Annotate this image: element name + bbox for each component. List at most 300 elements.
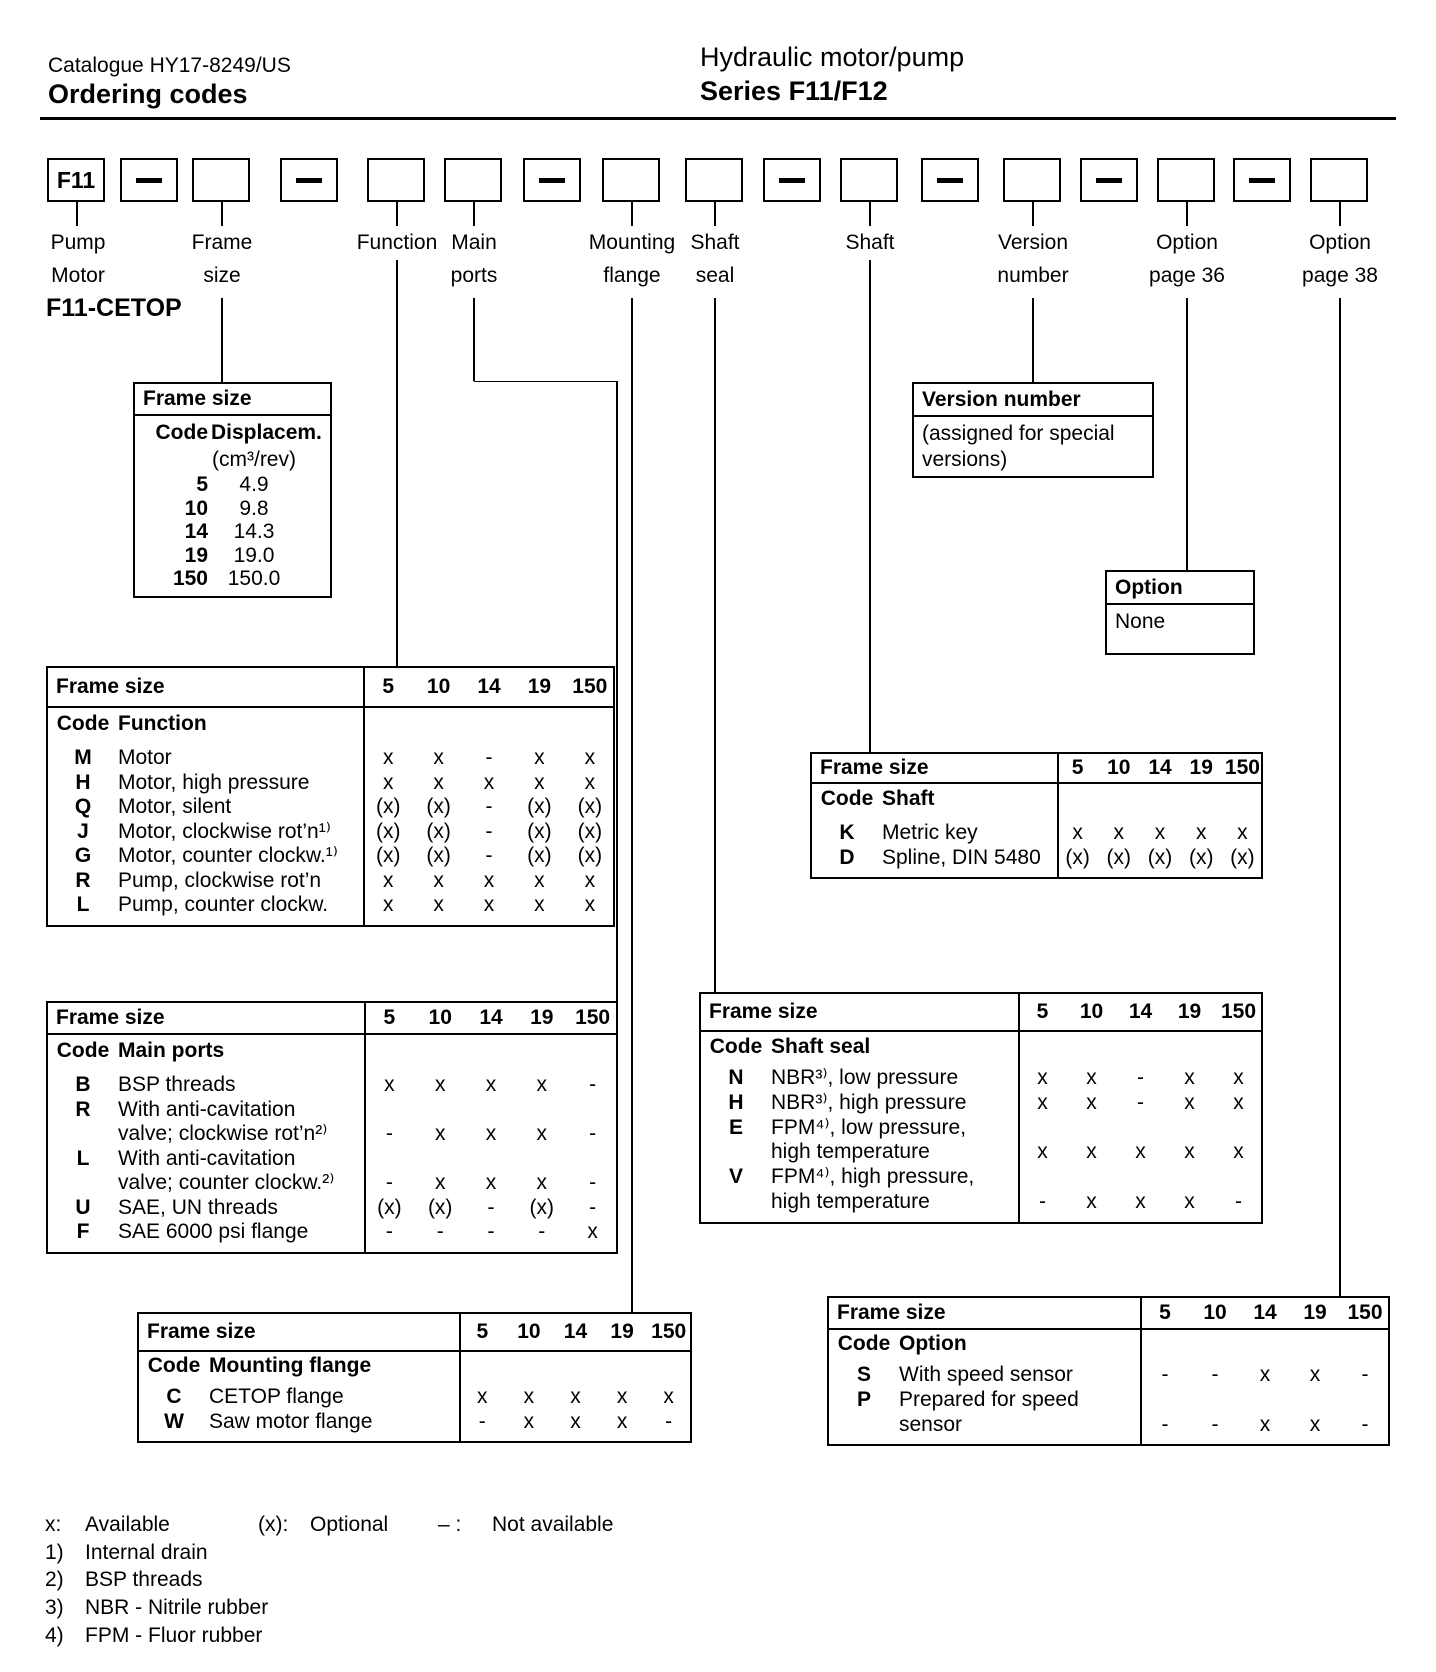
label-main-ports bbox=[389, 226, 559, 292]
label-line: flange bbox=[603, 264, 661, 287]
row-label: Motor, high pressure bbox=[118, 770, 310, 794]
separator-dash bbox=[280, 158, 338, 202]
availability-cell: x bbox=[1233, 1066, 1244, 1089]
size-column-label: 5 bbox=[382, 675, 395, 698]
availability-cell: (x) bbox=[1188, 846, 1214, 869]
footnote-text: BSP threads bbox=[85, 1568, 203, 1591]
row-label: BSP threads bbox=[118, 1073, 236, 1096]
row-label: Spline, DIN 5480 bbox=[882, 846, 1041, 869]
frame-size-row bbox=[135, 520, 330, 544]
frame-size-row bbox=[135, 473, 330, 497]
product-title: Hydraulic motor/pump bbox=[700, 42, 965, 72]
table-row bbox=[48, 820, 613, 845]
connector-main-ports-h bbox=[474, 381, 617, 383]
availability-cell: x bbox=[1037, 1090, 1048, 1114]
availability-cell: x bbox=[1184, 1189, 1195, 1213]
availability-cell: - bbox=[1161, 1413, 1169, 1436]
size-column-label: 5 bbox=[1036, 1000, 1049, 1023]
availability-cell: x bbox=[534, 893, 545, 916]
row-code: K bbox=[839, 821, 855, 844]
table-row bbox=[139, 1384, 690, 1409]
table-row bbox=[701, 1165, 1261, 1190]
table-title: Frame size bbox=[837, 1301, 946, 1324]
connector-version-number bbox=[1032, 298, 1034, 382]
row-label: Metric key bbox=[882, 821, 978, 844]
connector-main-ports-v1 bbox=[473, 298, 475, 381]
dash-glyph bbox=[937, 178, 963, 183]
availability-cell: x bbox=[1309, 1413, 1321, 1436]
version-number-box bbox=[912, 382, 1154, 478]
availability-cell: (x) bbox=[375, 819, 401, 843]
label-line: size bbox=[203, 264, 241, 287]
row-label: FPM⁴⁾, low pressure, bbox=[771, 1115, 967, 1139]
row-label: Prepared for speed bbox=[899, 1388, 1079, 1411]
table-row bbox=[48, 844, 613, 869]
row-label: sensor bbox=[899, 1413, 963, 1436]
table-row bbox=[48, 795, 613, 820]
footnote-text: NBR - Nitrile rubber bbox=[85, 1596, 269, 1619]
availability-cell: - bbox=[1211, 1363, 1219, 1386]
row-code: H bbox=[728, 1090, 744, 1114]
row-values bbox=[1018, 1066, 1263, 1091]
size-column-label: 19 bbox=[610, 1320, 634, 1343]
row-values bbox=[1140, 1412, 1390, 1437]
availability-cell: (x) bbox=[527, 819, 552, 843]
dash-glyph bbox=[136, 178, 162, 183]
availability-cell: x bbox=[434, 1073, 446, 1096]
label-shaft-seal bbox=[630, 226, 800, 292]
row-label: NBR³⁾, high pressure bbox=[771, 1090, 967, 1114]
availability-cell: (x) bbox=[1147, 846, 1173, 869]
size-columns-header bbox=[364, 1003, 618, 1033]
size-column-label: 14 bbox=[563, 1320, 588, 1343]
availability-cell: x bbox=[584, 893, 596, 916]
row-code: S bbox=[856, 1363, 871, 1386]
availability-cell: x bbox=[485, 1122, 497, 1145]
availability-cell: x bbox=[485, 1073, 497, 1096]
availability-cell: x bbox=[1135, 1140, 1146, 1164]
label-line: seal bbox=[695, 264, 735, 287]
availability-cell: - bbox=[665, 1410, 673, 1433]
availability-cell: - bbox=[385, 1220, 393, 1243]
code-column-header: Code bbox=[56, 1039, 110, 1062]
table-title: Frame size bbox=[56, 675, 165, 698]
stub-label-version-number bbox=[1032, 202, 1034, 226]
column-divider bbox=[459, 1314, 461, 1441]
label-line: Shaft bbox=[690, 231, 740, 254]
row-label: CETOP flange bbox=[209, 1385, 344, 1408]
size-column-label: 10 bbox=[1107, 756, 1131, 779]
row-code: M bbox=[74, 746, 92, 769]
label-version-number bbox=[948, 226, 1118, 292]
availability-cell: (x) bbox=[577, 819, 603, 843]
availability-cell: - bbox=[1235, 1189, 1242, 1213]
row-code: G bbox=[74, 844, 92, 867]
dash-glyph bbox=[296, 178, 322, 183]
size-columns-header bbox=[1018, 994, 1263, 1030]
option-table bbox=[827, 1296, 1390, 1446]
legend-meaning: Not available bbox=[492, 1513, 614, 1536]
version-box-body bbox=[914, 417, 1152, 473]
availability-cell: x bbox=[1259, 1413, 1271, 1436]
frame-size-displacement: 14.3 bbox=[233, 520, 275, 543]
code-box-function bbox=[367, 158, 425, 202]
footnote-text: FPM - Fluor rubber bbox=[85, 1624, 263, 1647]
size-column-label: 10 bbox=[1079, 1000, 1104, 1023]
footnote-number: 2) bbox=[45, 1568, 64, 1591]
row-label: valve; counter clockw.²⁾ bbox=[118, 1171, 335, 1194]
function-table bbox=[46, 666, 615, 927]
footnote-text: Internal drain bbox=[85, 1541, 208, 1564]
availability-cell: - bbox=[589, 1195, 597, 1219]
availability-cell: x bbox=[485, 1171, 497, 1194]
availability-cell: - bbox=[487, 1195, 495, 1219]
column-divider bbox=[1057, 754, 1059, 877]
code-box-option-38 bbox=[1310, 158, 1368, 202]
availability-cell: x bbox=[433, 868, 444, 892]
availability-cell: (x) bbox=[427, 1195, 453, 1219]
availability-cell: - bbox=[1161, 1363, 1169, 1386]
row-code: Q bbox=[74, 795, 92, 818]
table-row bbox=[48, 771, 613, 796]
stub-label-frame-size bbox=[221, 202, 223, 226]
availability-cell: x bbox=[616, 1410, 628, 1433]
table-title: Frame size bbox=[709, 1000, 818, 1023]
row-label: With speed sensor bbox=[899, 1363, 1073, 1386]
table-subheader bbox=[139, 1352, 690, 1380]
row-values bbox=[363, 771, 615, 796]
label-line: page 36 bbox=[1149, 264, 1225, 287]
availability-cell: x bbox=[483, 868, 495, 892]
size-columns-header bbox=[1140, 1298, 1390, 1328]
size-column-label: 5 bbox=[476, 1320, 489, 1343]
row-label: Motor, clockwise rot’n¹⁾ bbox=[118, 819, 331, 843]
code-box-mounting-flange bbox=[602, 158, 660, 202]
code-box-version-number bbox=[1003, 158, 1061, 202]
category-column-header: Mounting flange bbox=[209, 1354, 372, 1377]
displacement-unit: (cm³/rev) bbox=[212, 448, 296, 471]
catalogue-number: Catalogue HY17-8249/US bbox=[48, 54, 291, 77]
row-values bbox=[1057, 845, 1263, 870]
row-values bbox=[364, 1122, 618, 1147]
row-code: U bbox=[75, 1195, 91, 1219]
stub-label-function bbox=[396, 202, 398, 226]
availability-cell: - bbox=[1361, 1363, 1369, 1386]
table-row bbox=[48, 1171, 616, 1196]
availability-cell: x bbox=[584, 868, 596, 892]
row-code: C bbox=[166, 1385, 182, 1408]
availability-cell: x bbox=[536, 1171, 548, 1194]
connector-shaft-seal bbox=[714, 298, 716, 992]
table-subheader bbox=[48, 708, 613, 740]
version-box-title: Version number bbox=[914, 384, 1152, 417]
availability-cell: x bbox=[384, 1073, 395, 1096]
availability-cell: x bbox=[382, 893, 394, 916]
availability-cell: x bbox=[1184, 1066, 1195, 1089]
row-label: Pump, clockwise rot’n bbox=[118, 868, 322, 892]
separator-dash bbox=[921, 158, 979, 202]
availability-cell: x bbox=[570, 1410, 581, 1433]
availability-cell: - bbox=[589, 1073, 597, 1096]
table-subheader bbox=[812, 784, 1261, 814]
availability-cell: x bbox=[1086, 1140, 1097, 1164]
availability-cell: x bbox=[1184, 1090, 1195, 1114]
row-label: Motor, silent bbox=[118, 795, 232, 818]
availability-cell: x bbox=[1195, 821, 1207, 844]
availability-cell: x bbox=[1037, 1140, 1048, 1164]
category-column-header: Shaft bbox=[882, 787, 935, 810]
row-code: B bbox=[75, 1073, 91, 1096]
table-row bbox=[48, 746, 613, 771]
code-box-option-36 bbox=[1157, 158, 1215, 202]
row-values bbox=[363, 869, 615, 894]
connector-frame-size bbox=[221, 298, 223, 382]
label-option-page-36 bbox=[1102, 226, 1272, 292]
table-title: Frame size bbox=[135, 384, 330, 416]
availability-cell: x bbox=[536, 1073, 548, 1096]
availability-cell: - bbox=[1137, 1090, 1144, 1114]
row-values bbox=[459, 1384, 692, 1409]
size-column-label: 19 bbox=[530, 1006, 554, 1029]
availability-cell: x bbox=[584, 770, 596, 794]
row-code: E bbox=[728, 1115, 743, 1139]
code-box-shaft bbox=[840, 158, 898, 202]
availability-cell: - bbox=[487, 1220, 495, 1243]
header-rule bbox=[40, 117, 1396, 120]
row-values bbox=[364, 1171, 618, 1196]
stub-label-shaft bbox=[869, 202, 871, 226]
code-column-header: Code bbox=[56, 712, 110, 735]
availability-cell: x bbox=[483, 893, 495, 916]
table-row bbox=[701, 1091, 1261, 1116]
table-row bbox=[48, 869, 613, 894]
availability-cell: - bbox=[1211, 1413, 1219, 1436]
main-ports-table bbox=[46, 1001, 618, 1254]
frame-size-rows bbox=[135, 473, 330, 591]
label-line: Pump bbox=[50, 231, 106, 254]
table-row bbox=[829, 1412, 1388, 1437]
row-values bbox=[364, 1220, 618, 1245]
code-column-header: Code bbox=[820, 787, 874, 810]
code-column-header: Code bbox=[155, 421, 208, 444]
size-column-label: 5 bbox=[383, 1006, 396, 1029]
row-label: FPM⁴⁾, high pressure, bbox=[771, 1165, 975, 1189]
label-line: Version bbox=[997, 231, 1069, 254]
dash-glyph bbox=[1096, 178, 1122, 183]
row-code: L bbox=[76, 893, 90, 916]
row-label: SAE 6000 psi flange bbox=[118, 1220, 309, 1243]
frame-size-displacement: 4.9 bbox=[239, 473, 269, 496]
availability-cell: (x) bbox=[527, 795, 552, 818]
table-row bbox=[812, 845, 1261, 870]
code-box-shaft-seal bbox=[685, 158, 743, 202]
row-code: V bbox=[728, 1165, 743, 1189]
row-values bbox=[363, 795, 615, 820]
size-columns-header bbox=[1057, 754, 1263, 782]
table-row bbox=[48, 1073, 616, 1098]
frame-size-row bbox=[135, 567, 330, 591]
size-column-label: 19 bbox=[527, 675, 552, 698]
size-column-label: 19 bbox=[1177, 1000, 1202, 1023]
size-columns-header bbox=[459, 1314, 692, 1350]
availability-cell: x bbox=[663, 1385, 674, 1408]
dash-glyph bbox=[779, 178, 805, 183]
category-column-header: Function bbox=[118, 712, 207, 735]
row-code: F bbox=[76, 1220, 90, 1243]
availability-cell: x bbox=[536, 1122, 548, 1145]
frame-size-displacement: 19.0 bbox=[233, 543, 275, 567]
availability-cell: x bbox=[433, 746, 444, 769]
availability-cell: (x) bbox=[577, 795, 603, 818]
row-label: NBR³⁾, low pressure bbox=[771, 1066, 959, 1089]
row-values bbox=[363, 893, 615, 918]
frame-size-displacement: 9.8 bbox=[239, 496, 269, 520]
availability-cell: x bbox=[534, 868, 545, 892]
size-column-label: 150 bbox=[1347, 1301, 1383, 1324]
availability-cell: x bbox=[570, 1385, 581, 1408]
table-row bbox=[48, 1196, 616, 1221]
footnote-number: 1) bbox=[45, 1541, 64, 1564]
availability-cell: - bbox=[589, 1171, 597, 1194]
label-line: Shaft bbox=[845, 231, 895, 254]
availability-cell: x bbox=[382, 868, 394, 892]
size-column-label: 10 bbox=[426, 675, 451, 698]
availability-cell: x bbox=[434, 1122, 446, 1145]
frame-size-code: 14 bbox=[184, 520, 208, 543]
availability-cell: - bbox=[385, 1171, 393, 1194]
column-divider bbox=[1018, 994, 1020, 1222]
table-row bbox=[48, 1098, 616, 1123]
row-values bbox=[364, 1073, 618, 1098]
footnote-number: 3) bbox=[45, 1596, 64, 1619]
availability-cell: (x) bbox=[1106, 846, 1132, 869]
availability-cell: x bbox=[1309, 1363, 1321, 1386]
row-code: R bbox=[75, 868, 91, 892]
availability-cell: (x) bbox=[377, 1195, 402, 1219]
availability-cell: - bbox=[385, 1122, 393, 1145]
availability-cell: - bbox=[1137, 1066, 1144, 1089]
connector-shaft bbox=[869, 260, 871, 752]
label-line: Function bbox=[356, 231, 438, 254]
frame-size-displacement: 150.0 bbox=[227, 567, 281, 590]
table-row bbox=[701, 1190, 1261, 1215]
size-column-label: 5 bbox=[1071, 756, 1084, 779]
availability-cell: (x) bbox=[426, 795, 451, 818]
legend-meaning: Optional bbox=[310, 1513, 389, 1536]
availability-cell: - bbox=[1361, 1413, 1369, 1436]
size-column-label: 14 bbox=[479, 1006, 503, 1029]
footnote-number: 4) bbox=[45, 1624, 64, 1647]
table-subheader bbox=[829, 1330, 1388, 1358]
row-code: P bbox=[856, 1388, 871, 1411]
availability-cell: x bbox=[534, 746, 545, 769]
row-values bbox=[1018, 1190, 1263, 1215]
row-code: J bbox=[77, 819, 89, 843]
availability-cell: x bbox=[534, 770, 545, 794]
code-column-header: Code bbox=[837, 1332, 891, 1355]
column-divider bbox=[364, 1003, 366, 1252]
frame-size-code: 10 bbox=[184, 496, 208, 520]
legend-symbol: (x): bbox=[258, 1513, 289, 1536]
availability-cell: (x) bbox=[375, 844, 401, 867]
availability-cell: - bbox=[436, 1220, 444, 1243]
table-row bbox=[139, 1409, 690, 1434]
availability-cell: x bbox=[433, 770, 444, 794]
category-column-header: Shaft seal bbox=[771, 1035, 871, 1058]
legend-symbol: – : bbox=[438, 1513, 462, 1536]
availability-cell: - bbox=[589, 1122, 597, 1145]
model-code: F11-CETOP bbox=[46, 294, 182, 322]
size-columns-header bbox=[363, 668, 615, 706]
availability-cell: x bbox=[587, 1220, 598, 1243]
label-line: page 38 bbox=[1302, 264, 1378, 287]
label-line: Mounting bbox=[588, 231, 676, 254]
stub-label-option-page-38 bbox=[1339, 202, 1341, 226]
availability-cell: - bbox=[485, 819, 493, 843]
stub-label-pump-motor bbox=[76, 202, 78, 226]
connector-option-36 bbox=[1186, 298, 1188, 570]
table-row bbox=[701, 1140, 1261, 1165]
stub-label-shaft-seal bbox=[714, 202, 716, 226]
availability-cell: x bbox=[1113, 821, 1125, 844]
separator-dash bbox=[120, 158, 178, 202]
code-box-f11: F11 bbox=[47, 158, 105, 202]
availability-cell: x bbox=[477, 1385, 488, 1408]
size-column-label: 14 bbox=[477, 675, 501, 698]
availability-cell: x bbox=[1259, 1363, 1271, 1386]
size-column-label: 10 bbox=[517, 1320, 541, 1343]
code-box-frame-size bbox=[192, 158, 250, 202]
label-line: Frame bbox=[191, 231, 253, 254]
row-label: With anti-cavitation bbox=[118, 1146, 296, 1170]
separator-dash bbox=[763, 158, 821, 202]
size-column-label: 14 bbox=[1148, 756, 1172, 779]
availability-cell: x bbox=[523, 1410, 535, 1433]
code-column-header: Code bbox=[709, 1035, 763, 1058]
connector-main-ports-v2 bbox=[616, 381, 618, 1001]
frame-size-code: 5 bbox=[196, 473, 208, 496]
availability-cell: x bbox=[1154, 821, 1166, 844]
row-label: With anti-cavitation bbox=[118, 1097, 296, 1121]
availability-cell: x bbox=[1184, 1140, 1195, 1164]
mounting-flange-table bbox=[137, 1312, 692, 1443]
availability-cell: (x) bbox=[527, 844, 552, 867]
connector-mounting-flange bbox=[631, 298, 633, 1312]
row-values bbox=[364, 1196, 618, 1221]
stub-label-main-ports bbox=[473, 202, 475, 226]
table-row bbox=[812, 820, 1261, 845]
version-box-line: versions) bbox=[922, 448, 1008, 471]
row-code: H bbox=[75, 770, 91, 794]
size-column-label: 10 bbox=[428, 1006, 452, 1029]
availability-cell: - bbox=[485, 844, 493, 867]
column-divider bbox=[1140, 1298, 1142, 1444]
shaft-table bbox=[810, 752, 1263, 879]
row-values bbox=[363, 844, 615, 869]
label-line: Main bbox=[451, 231, 497, 254]
row-values bbox=[363, 746, 615, 771]
table-row bbox=[48, 1122, 616, 1147]
series-title: Series F11/F12 bbox=[700, 76, 888, 106]
category-column-header: Main ports bbox=[118, 1039, 225, 1062]
frame-size-row bbox=[135, 544, 330, 568]
dash-glyph bbox=[1249, 178, 1275, 183]
availability-cell: x bbox=[382, 746, 394, 769]
availability-cell: x bbox=[1086, 1066, 1097, 1089]
row-code: N bbox=[728, 1066, 744, 1089]
size-column-label: 19 bbox=[1189, 756, 1213, 779]
page-title: Ordering codes bbox=[48, 79, 248, 109]
